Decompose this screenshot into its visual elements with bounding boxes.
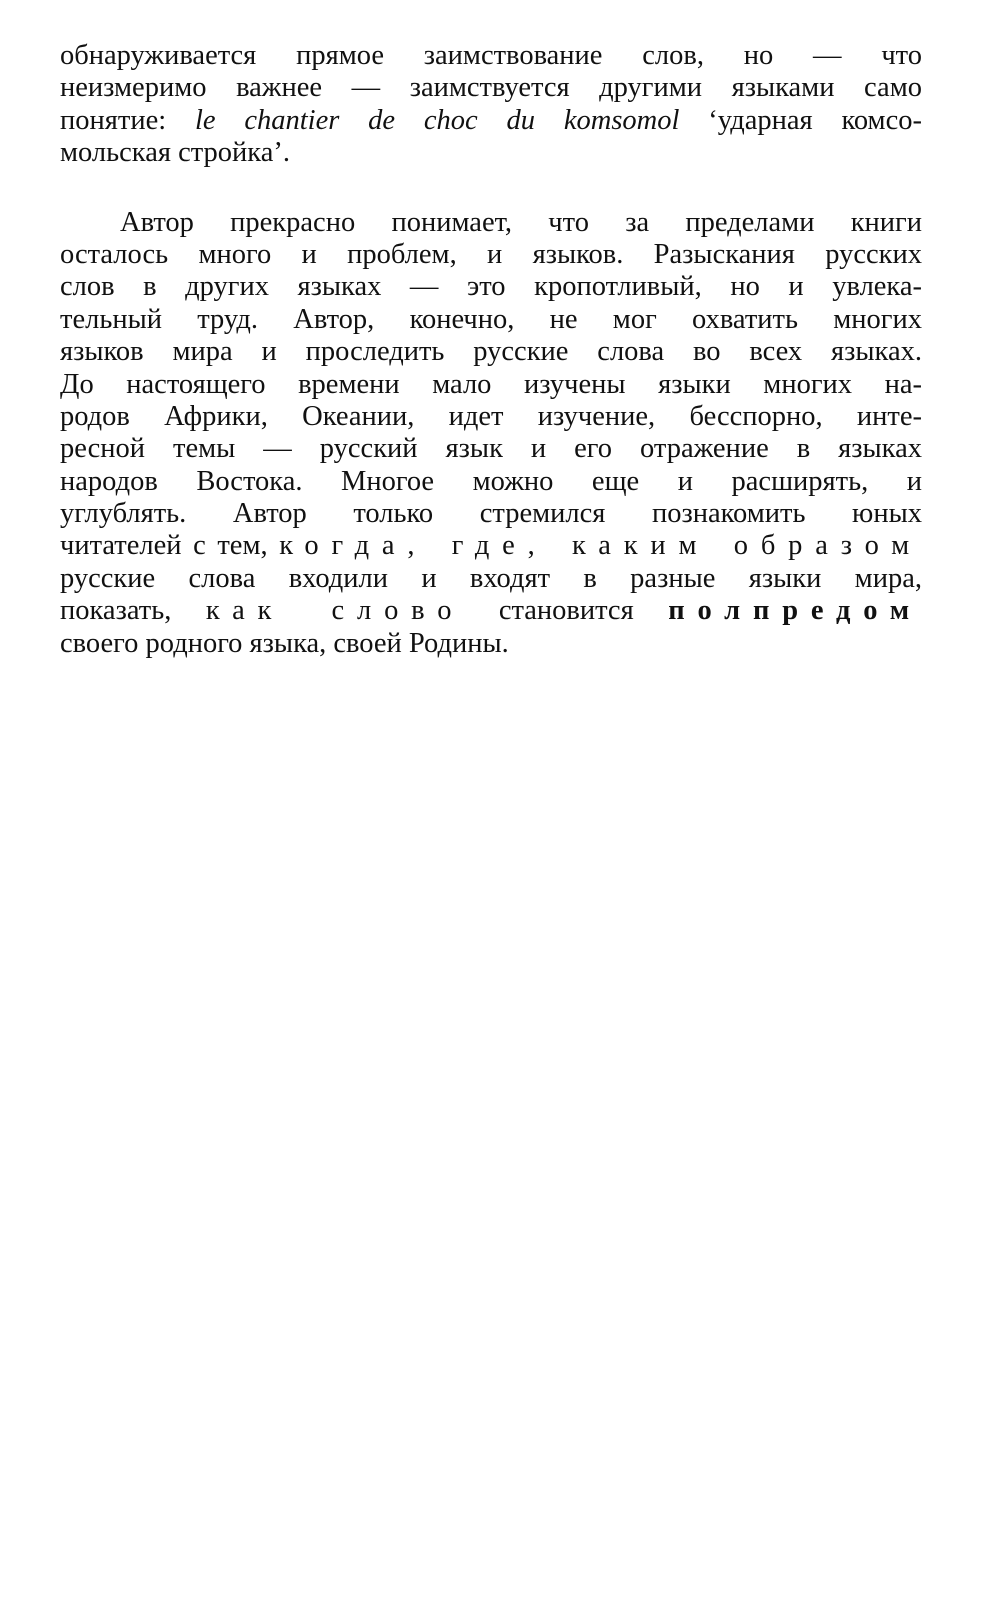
italic-french-phrase: le chantier de choc du komsomol: [194, 104, 680, 136]
text-line: мольская стройка’.: [60, 137, 290, 169]
text-line: [60, 530, 922, 562]
text-fragment: показать,: [60, 595, 206, 627]
text-line: языков мира и проследить русские слова во всех языках.: [60, 336, 922, 368]
spaced-bold-emphasis: полпредом: [668, 595, 922, 627]
text-line: народов Востока. Многое можно еще и расширять, и: [60, 465, 922, 497]
page-text: [60, 40, 922, 660]
text-fragment: читателей с тем,: [60, 530, 280, 562]
paragraph-1: [60, 40, 922, 170]
text-line: родов Африки, Океании, идет изучение, бесспорно, инте-: [60, 400, 922, 432]
text-line: тельный труд. Автор, конечно, не мог охватить многих: [60, 303, 922, 335]
spaced-emphasis: как слово: [205, 595, 465, 627]
text-line: Автор прекрасно понимает, что за пределами книги: [120, 206, 922, 238]
text-line: [60, 105, 922, 137]
text-line: осталось много и проблем, и языков. Разыскания русских: [60, 238, 922, 270]
text-line: слов в других языках — это кропотливый, но и увлека-: [60, 271, 922, 303]
text-fragment: понятие:: [60, 104, 195, 136]
paragraph-2: [60, 207, 922, 660]
text-line: углублять. Автор только стремился познакомить юных: [60, 498, 922, 530]
text-fragment: становится: [464, 595, 669, 627]
text-line: обнаруживается прямое заимствование слов, но — что: [60, 40, 922, 71]
text-line: неизмеримо важнее — заимствуется другими языками само: [60, 72, 922, 104]
text-line: своего родного языка, своей Родины.: [60, 627, 509, 659]
text-line: До настоящего времени мало изучены языки многих на-: [60, 368, 922, 400]
text-line: ресной темы — русский язык и его отражение в языках: [60, 433, 922, 465]
text-line: [60, 595, 922, 627]
text-line: русские слова входили и входят в разные языки мира,: [60, 562, 922, 594]
spaced-emphasis: когда, где, каким образом: [279, 530, 922, 562]
text-fragment: ‘ударная комсо-: [679, 104, 922, 136]
